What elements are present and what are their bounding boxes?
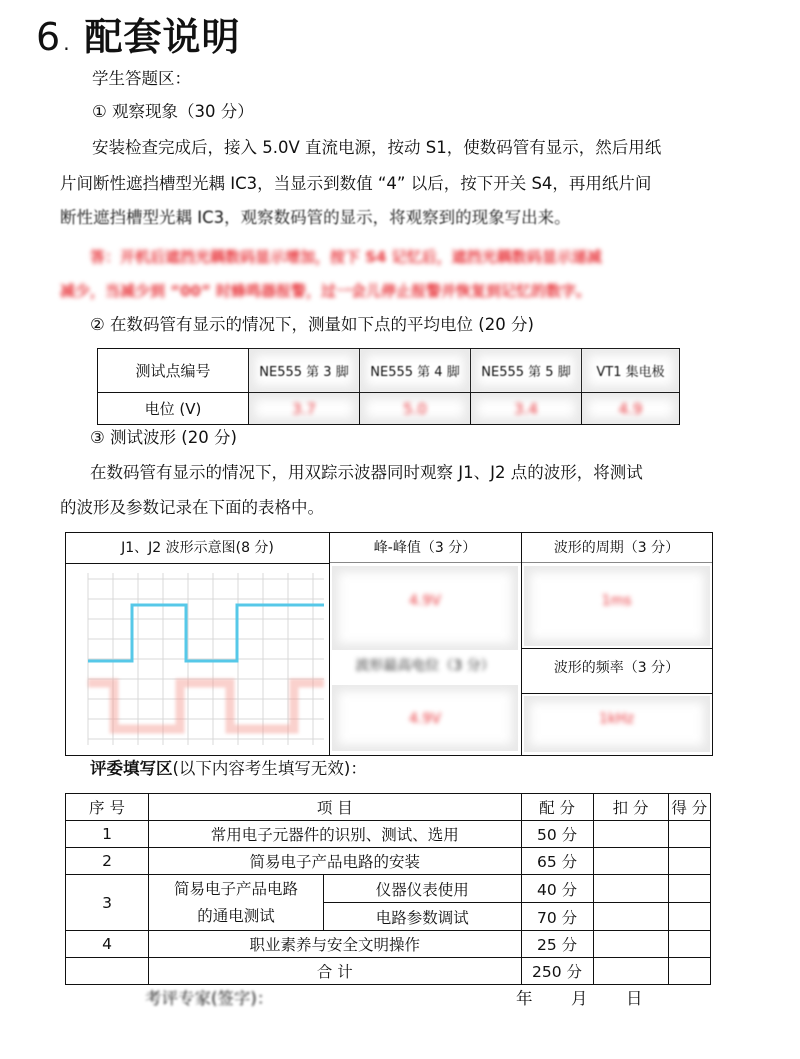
potential-value-cell	[582, 393, 680, 425]
row-3-item-line-2: 的通电测试	[197, 906, 275, 925]
row-2-deduct[interactable]	[593, 848, 668, 875]
row-3-item-line-1: 简易电子产品电路	[173, 879, 298, 898]
potential-value-1: 5.0	[403, 399, 427, 418]
row-4-got[interactable]	[668, 931, 710, 958]
row-1-item: 常用电子元器件的识别、测试、选用	[149, 821, 522, 848]
score-header-got: 得 分	[668, 794, 710, 821]
section-dot: .	[63, 31, 71, 55]
q1-line-2: 片间断性遮挡槽型光耦 IC3，当显示到数值 “4” 以后，按下开关 S4，再用纸片间	[60, 174, 652, 193]
divider	[521, 693, 712, 694]
potential-value-cell	[360, 393, 471, 425]
row-2-got[interactable]	[668, 848, 710, 875]
potential-value-cell	[471, 393, 582, 425]
row-3a-deduct[interactable]	[593, 875, 668, 903]
potential-header-1: NE555 第 3 脚	[249, 349, 360, 393]
q3-line-1: 在数码管有显示的情况下，用双踪示波器同时观察 J1、J2 点的波形，将测试	[90, 463, 643, 482]
judge-note: (以下内容考生填写无效)：	[172, 759, 367, 778]
section-title-text: 配套说明	[84, 15, 241, 59]
row-3-sub-2: 电路参数调试	[324, 903, 522, 931]
row-3b-got[interactable]	[668, 903, 710, 931]
score-header-deduct: 扣 分	[593, 794, 668, 821]
potential-table	[97, 348, 680, 425]
trace-j2	[88, 683, 324, 729]
row-2-item: 简易电子产品电路的安装	[149, 848, 522, 875]
row-3-score-2: 70 分	[521, 903, 593, 931]
row-1-got[interactable]	[668, 821, 710, 848]
judge-title: 评委填写区	[90, 759, 173, 778]
potential-header-4: VT1 集电极	[582, 349, 680, 393]
waveform-diagram	[84, 573, 329, 748]
potential-value-3: 4.9	[618, 399, 643, 418]
period-label: 波形的周期（3 分）	[553, 540, 680, 556]
potential-row-label: 电位 (V)	[98, 393, 249, 425]
row-4-score: 25 分	[521, 931, 593, 958]
potential-header-3: NE555 第 5 脚	[471, 349, 582, 393]
lowlevel-value: 4.9V	[409, 711, 441, 727]
date-year: 年	[516, 989, 533, 1008]
q1-answer-line-1: 答：开机后遮挡光耦数码显示增加，按下 S4 记忆后，遮挡光耦数码显示递减	[90, 248, 602, 266]
row-3-item	[149, 875, 324, 931]
q1-line-3: 断性遮挡槽型光耦 IC3，观察数码管的显示，将观察到的现象写出来。	[60, 208, 571, 227]
peak-label: 峰-峰值（3 分）	[373, 540, 477, 556]
date-day: 日	[626, 989, 643, 1008]
date-month: 月	[571, 989, 588, 1008]
row-3b-deduct[interactable]	[593, 903, 668, 931]
signature-label: 考评专家(签字)：	[145, 989, 274, 1008]
trace-j1	[88, 605, 324, 661]
divider	[521, 648, 712, 649]
total-score: 250 分	[521, 958, 593, 985]
student-area-label: 学生答题区：	[92, 69, 191, 88]
row-3-no: 3	[66, 875, 149, 931]
q3-title: ③ 测试波形 (20 分)	[90, 428, 237, 447]
period-value: 1ms	[601, 593, 632, 609]
q1-line-1: 安装检查完成后，接入 5.0V 直流电源，按动 S1，使数码管有显示，然后用纸	[92, 138, 662, 157]
q2-title: ② 在数码管有显示的情况下，测量如下点的平均电位 (20 分)	[90, 315, 534, 334]
peak-value: 4.9V	[409, 593, 441, 609]
score-header-item: 项 目	[149, 794, 522, 821]
row-3a-got[interactable]	[668, 875, 710, 903]
row-4-deduct[interactable]	[593, 931, 668, 958]
section-title	[36, 6, 241, 61]
total-label: 合 计	[149, 958, 522, 985]
wave-header: J1、J2 波形示意图(8 分)	[121, 540, 274, 556]
row-3-score-1: 40 分	[521, 875, 593, 903]
total-deduct[interactable]	[593, 958, 668, 985]
score-header-score: 配 分	[521, 794, 593, 821]
freq-value: 1kHz	[599, 711, 634, 727]
row-2-no: 2	[66, 848, 149, 875]
row-1-no: 1	[66, 821, 149, 848]
total-got[interactable]	[668, 958, 710, 985]
waveform-table	[65, 532, 713, 756]
row-4-item: 职业素养与安全文明操作	[149, 931, 522, 958]
divider	[66, 563, 329, 564]
potential-header-2: NE555 第 4 脚	[360, 349, 471, 393]
row-3-sub-1: 仪器仪表使用	[324, 875, 522, 903]
score-header-no: 序 号	[66, 794, 149, 821]
potential-value-cell	[249, 393, 360, 425]
freq-label: 波形的频率（3 分）	[553, 660, 680, 676]
row-2-score: 65 分	[521, 848, 593, 875]
divider	[329, 562, 712, 563]
score-table	[65, 793, 711, 985]
potential-value-0: 3.7	[292, 399, 316, 418]
q3-line-2: 的波形及参数记录在下面的表格中。	[60, 498, 324, 517]
row-4-no: 4	[66, 931, 149, 958]
row-1-score: 50 分	[521, 821, 593, 848]
potential-header-0: 测试点编号	[98, 349, 249, 393]
row-1-deduct[interactable]	[593, 821, 668, 848]
total-no	[66, 958, 149, 985]
q1-answer-line-2: 减少，当减少到 “00” 时蜂鸣器报警，过一会儿停止报警并恢复到记忆的数字。	[60, 282, 592, 300]
q1-title: ① 观察现象（30 分）	[92, 102, 254, 121]
grid	[88, 573, 324, 745]
potential-value-2: 3.4	[514, 399, 538, 418]
judge-heading	[90, 758, 367, 780]
section-number: 6	[36, 15, 62, 59]
lowlevel-label: 波形最高电位（3 分）	[355, 658, 495, 674]
